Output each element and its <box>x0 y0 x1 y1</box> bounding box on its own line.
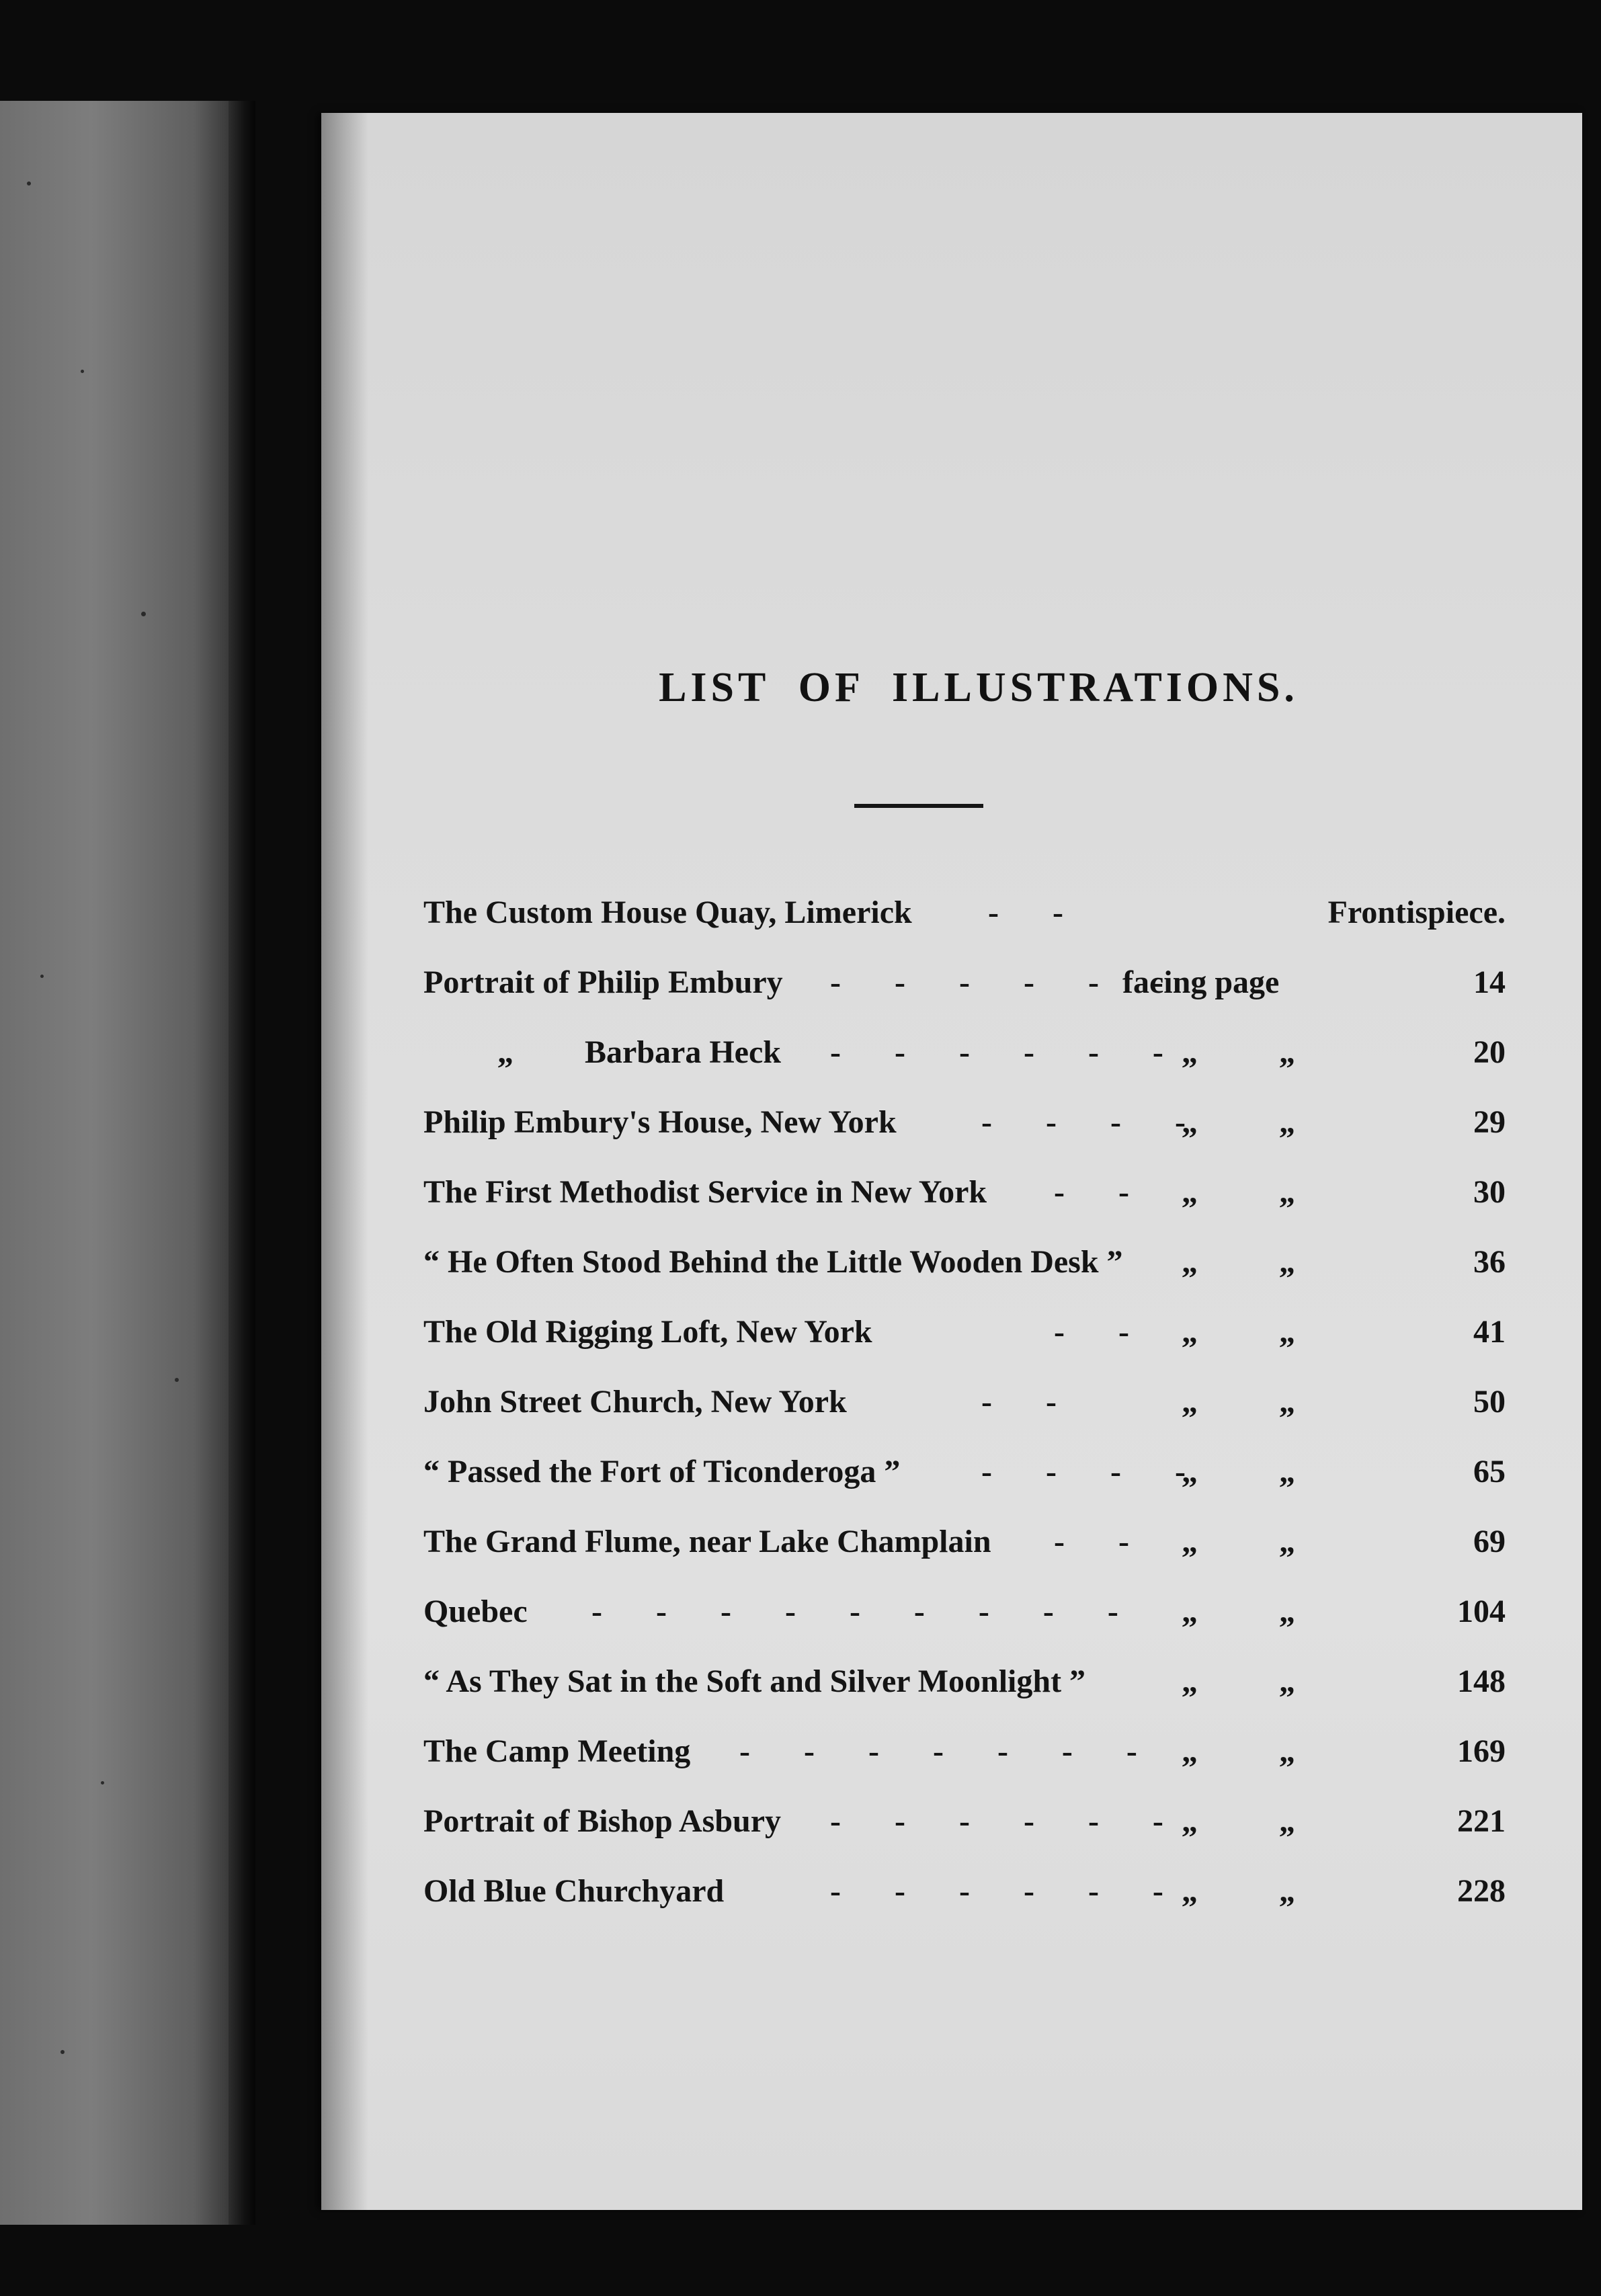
entry-page: 14 <box>1473 965 1506 1000</box>
entry-title: “ He Often Stood Behind the Little Wooden Desk ” <box>423 1244 1123 1280</box>
dot-leader: - - <box>1054 1174 1129 1210</box>
entry-page: 20 <box>1473 1034 1506 1070</box>
list-item <box>423 1304 1526 1374</box>
entry-page: 41 <box>1473 1314 1506 1350</box>
illustrations-list <box>423 885 1526 1933</box>
entry-page: 104 <box>1457 1594 1506 1629</box>
dot-leader: - - - - - - <box>830 1873 1163 1909</box>
entry-page: 169 <box>1457 1733 1506 1769</box>
entry-title: The Camp Meeting <box>423 1733 691 1769</box>
entry-page: 30 <box>1473 1174 1506 1210</box>
dot-leader: - - <box>1054 1524 1129 1559</box>
ditto-mark: „ <box>1279 1104 1295 1140</box>
list-item <box>423 1514 1526 1584</box>
entry-page: 228 <box>1457 1873 1506 1909</box>
entry-page: 69 <box>1473 1524 1506 1559</box>
ditto-mark: „ <box>1182 1244 1198 1280</box>
list-item <box>423 1164 1526 1234</box>
entry-title: The Old Rigging Loft, New York <box>423 1314 872 1350</box>
ditto-mark: „ <box>1182 1733 1198 1769</box>
list-item <box>423 1653 1526 1723</box>
ditto-mark: „ <box>1182 1174 1198 1210</box>
entry-page: 29 <box>1473 1104 1506 1140</box>
entry-title: The Custom House Quay, Limerick <box>423 895 912 930</box>
ditto-mark: „ <box>1182 1314 1198 1350</box>
entry-page: 65 <box>1473 1454 1506 1489</box>
list-item <box>423 885 1526 954</box>
title-rule <box>854 804 983 808</box>
ditto-mark: „ <box>1182 1524 1198 1559</box>
entry-title: Barbara Heck <box>585 1034 781 1070</box>
entry-title: “ As They Sat in the Soft and Silver Moonlight ” <box>423 1664 1086 1699</box>
ditto-mark: „ <box>1279 1524 1295 1559</box>
ditto-mark: „ <box>1279 1454 1295 1489</box>
list-item <box>423 1793 1526 1863</box>
ditto-mark: „ <box>1279 1244 1295 1280</box>
ditto-mark: „ <box>1279 1384 1295 1420</box>
entry-title: John Street Church, New York <box>423 1384 847 1420</box>
entry-page: 221 <box>1457 1803 1506 1839</box>
ditto-mark: „ <box>1279 1034 1295 1070</box>
list-item <box>423 1723 1526 1793</box>
ditto-mark: „ <box>1182 1454 1198 1489</box>
list-item <box>423 1584 1526 1653</box>
illustrations-page <box>321 113 1582 2210</box>
facing-page-label: facing page <box>1122 965 1280 1000</box>
ditto-mark: „ <box>1279 1873 1295 1909</box>
ditto-mark: „ <box>1279 1174 1295 1210</box>
entry-title: Old Blue Churchyard <box>423 1873 725 1909</box>
dot-leader: - - <box>981 1384 1057 1420</box>
page-title: LIST OF ILLUSTRATIONS. <box>659 665 1299 710</box>
dot-leader: - - <box>988 895 1063 930</box>
ditto-mark: „ <box>1182 1664 1198 1699</box>
ditto-mark: „ <box>1182 1034 1198 1070</box>
ditto-mark: „ <box>497 1034 514 1070</box>
dot-leader: - - - - <box>981 1104 1186 1140</box>
ditto-mark: „ <box>1279 1594 1295 1629</box>
dot-leader: - - - - <box>981 1454 1186 1489</box>
entry-title: The Grand Flume, near Lake Champlain <box>423 1524 991 1559</box>
previous-page-edge <box>0 101 229 2225</box>
ditto-mark: „ <box>1279 1664 1295 1699</box>
ditto-mark: „ <box>1279 1314 1295 1350</box>
ditto-mark: „ <box>1182 1594 1198 1629</box>
list-item <box>423 1863 1526 1933</box>
entry-title: Portrait of Bishop Asbury <box>423 1803 782 1839</box>
entry-page: 148 <box>1457 1664 1506 1699</box>
dot-leader: - - - - - - <box>830 965 1163 1000</box>
dot-leader: - - - - - - <box>830 1034 1163 1070</box>
dot-leader: - - - - - - <box>830 1803 1163 1839</box>
ditto-mark: „ <box>1182 1384 1198 1420</box>
page-shadow <box>321 113 368 2210</box>
list-item <box>423 1094 1526 1164</box>
entry-title: Quebec <box>423 1594 528 1629</box>
dot-leader: - - - - - - - <box>739 1733 1137 1769</box>
entry-page: Frontispiece. <box>1327 895 1506 930</box>
entry-page: 36 <box>1473 1244 1506 1280</box>
list-item <box>423 1444 1526 1514</box>
book-gutter <box>229 101 255 2225</box>
list-item <box>423 1234 1526 1304</box>
entry-title: “ Passed the Fort of Ticonderoga ” <box>423 1454 901 1489</box>
ditto-mark: „ <box>1182 1873 1198 1909</box>
ditto-mark: „ <box>1182 1104 1198 1140</box>
ditto-mark: „ <box>1182 1803 1198 1839</box>
entry-title: Portrait of Philip Embury <box>423 965 783 1000</box>
list-item <box>423 1374 1526 1444</box>
dot-leader: - - - - - - - - - <box>591 1594 1118 1629</box>
entry-title: The First Methodist Service in New York <box>423 1174 987 1210</box>
entry-page: 50 <box>1473 1384 1506 1420</box>
list-item <box>423 1024 1526 1094</box>
list-item <box>423 954 1526 1024</box>
ditto-mark: „ <box>1279 1733 1295 1769</box>
dot-leader: - - <box>1054 1314 1129 1350</box>
entry-title: Philip Embury's House, New York <box>423 1104 897 1140</box>
ditto-mark: „ <box>1279 1803 1295 1839</box>
